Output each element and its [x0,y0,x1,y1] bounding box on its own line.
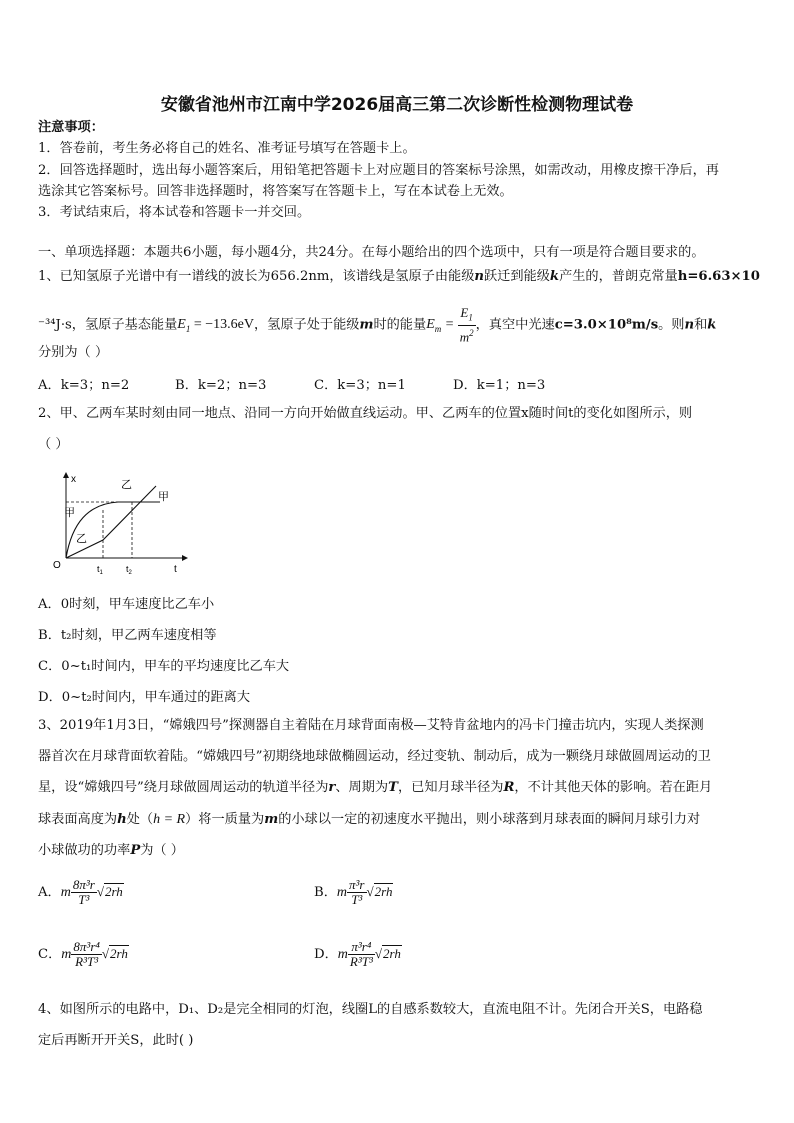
q2-line2: （ ） [38,437,69,452]
q1-option-b[interactable]: B．k=2；n=3 [175,378,267,393]
q3-option-c[interactable]: C．m $\frac{\text{8π³r⁴}}{\text{R³T³}}$ √2rh [38,939,128,969]
q2-option-c[interactable]: C．0~t₁时间内，甲车的平均速度比乙车大 [38,659,290,674]
q3-option-b[interactable]: B．m $\frac{\text{π³r}}{\text{T³}}$ √2rh [314,877,393,907]
q4-line2: 定后再断开开关S，此时( ) [38,1033,194,1048]
q3-option-d[interactable]: D．m $\frac{\text{π³r⁴}}{\text{R³T³}}$ √2rh [314,939,401,969]
graph-jia-left-label: 甲 [64,507,75,519]
position-time-graph [48,468,188,576]
energy-fraction: $\frac{E_1}{m^2}$ [459,305,474,344]
q3-line3: 星，设“嫦娥四号”绕月球做圆周运动的轨道半径为r、周期为T，已知月球半径为R，不计其他天体的影响。若在距月 [38,780,713,795]
graph-yi-mid-label: 乙 [76,533,87,545]
q2-option-b[interactable]: B．t₂时刻，甲乙两车速度相等 [38,628,217,643]
q3-line4: 球表面高度为h处（h = R）将一质量为m的小球以一定的初速度水平抛出，则小球落到月球表面的瞬间月球引力对 [38,812,701,827]
q2-option-a[interactable]: A．0时刻，甲车速度比乙车小 [38,597,215,612]
section-header: 一、单项选择题：本题共6小题，每小题4分，共24分。在每小题给出的四个选项中，只有一项是符合题目要求的。 [38,245,705,260]
graph-t-axis-label: t [174,564,177,575]
graph-t2-label: $t_2$ [126,564,132,576]
graph-x-axis-label: x [71,474,76,485]
q3-line5: 小球做功的功率P为（ ） [38,843,184,858]
page-title: 安徽省池州市江南中学2026届高三第二次诊断性检测物理试卷 [160,95,634,115]
q1-option-c[interactable]: C．k=3；n=1 [314,378,406,393]
note-3: 3．考试结束后，将本试卷和答题卡一并交回。 [38,205,311,220]
graph-yi-top-label: 乙 [121,479,132,491]
graph-jia-top-label: 甲 [158,491,169,503]
note-1: 1．答卷前，考生务必将自己的姓名、准考证号填写在答题卡上。 [38,141,416,156]
q3-line2: 器首次在月球背面软着陆。“嫦娥四号”初期绕地球做椭圆运动，经过变轨、制动后，成为一颗绕月球做圆周运动的卫 [38,749,711,764]
note-2a: 2．回答选择题时，选出每小题答案后，用铅笔把答题卡上对应题目的答案标号涂黑，如需改动，用橡皮擦干净后，再 [38,163,719,178]
q1-option-d[interactable]: D．k=1；n=3 [453,378,546,393]
q3-option-a[interactable]: A．m $\frac{\text{8π³r}}{\text{T³}}$ √2rh [38,877,123,907]
q3-line1: 3、2019年1月3日，“嫦娥四号”探测器自主着陆在月球背面南极—艾特肯盆地内的冯卡门撞击坑内，实现人类探测 [38,718,704,733]
q1-line3: 分别为（ ） [38,345,109,360]
graph-t1-label: $t_1$ [97,564,103,576]
q1-line1: 1、已知氢原子光谱中有一谱线的波长为656.2nm，该谱线是氢原子由能级n跃迁到能级k产生的，普朗克常量h=6.63×10 [38,269,760,284]
q4-line1: 4、如图所示的电路中，D₁、D₂是完全相同的灯泡，线圈L的自感系数较大，直流电阻不计。先闭合开关S，电路稳 [38,1002,703,1017]
q1-option-a[interactable]: A．k=3；n=2 [38,378,130,393]
graph-origin-label: O [53,560,61,571]
note-2b: 选涂其它答案标号。回答非选择题时，将答案写在答题卡上，写在本试卷上无效。 [38,184,513,199]
q2-option-d[interactable]: D．0~t₂时间内，甲车通过的距离大 [38,690,251,705]
q2-line1: 2、甲、乙两车某时刻由同一地点、沿同一方向开始做直线运动。甲、乙两车的位置x随时间t的变化如图所示，则 [38,406,693,421]
notes-header: 注意事项： [38,120,104,135]
q1-line2: ⁻³⁴J·s，氢原子基态能量$E_1 = -13.6eV$，氢原子处于能级m时的能量$E_m$ = $\frac{E_1}{m^2}$ ，真空中光速c=3.0×10⁸m/s。则n和k [38,305,717,344]
